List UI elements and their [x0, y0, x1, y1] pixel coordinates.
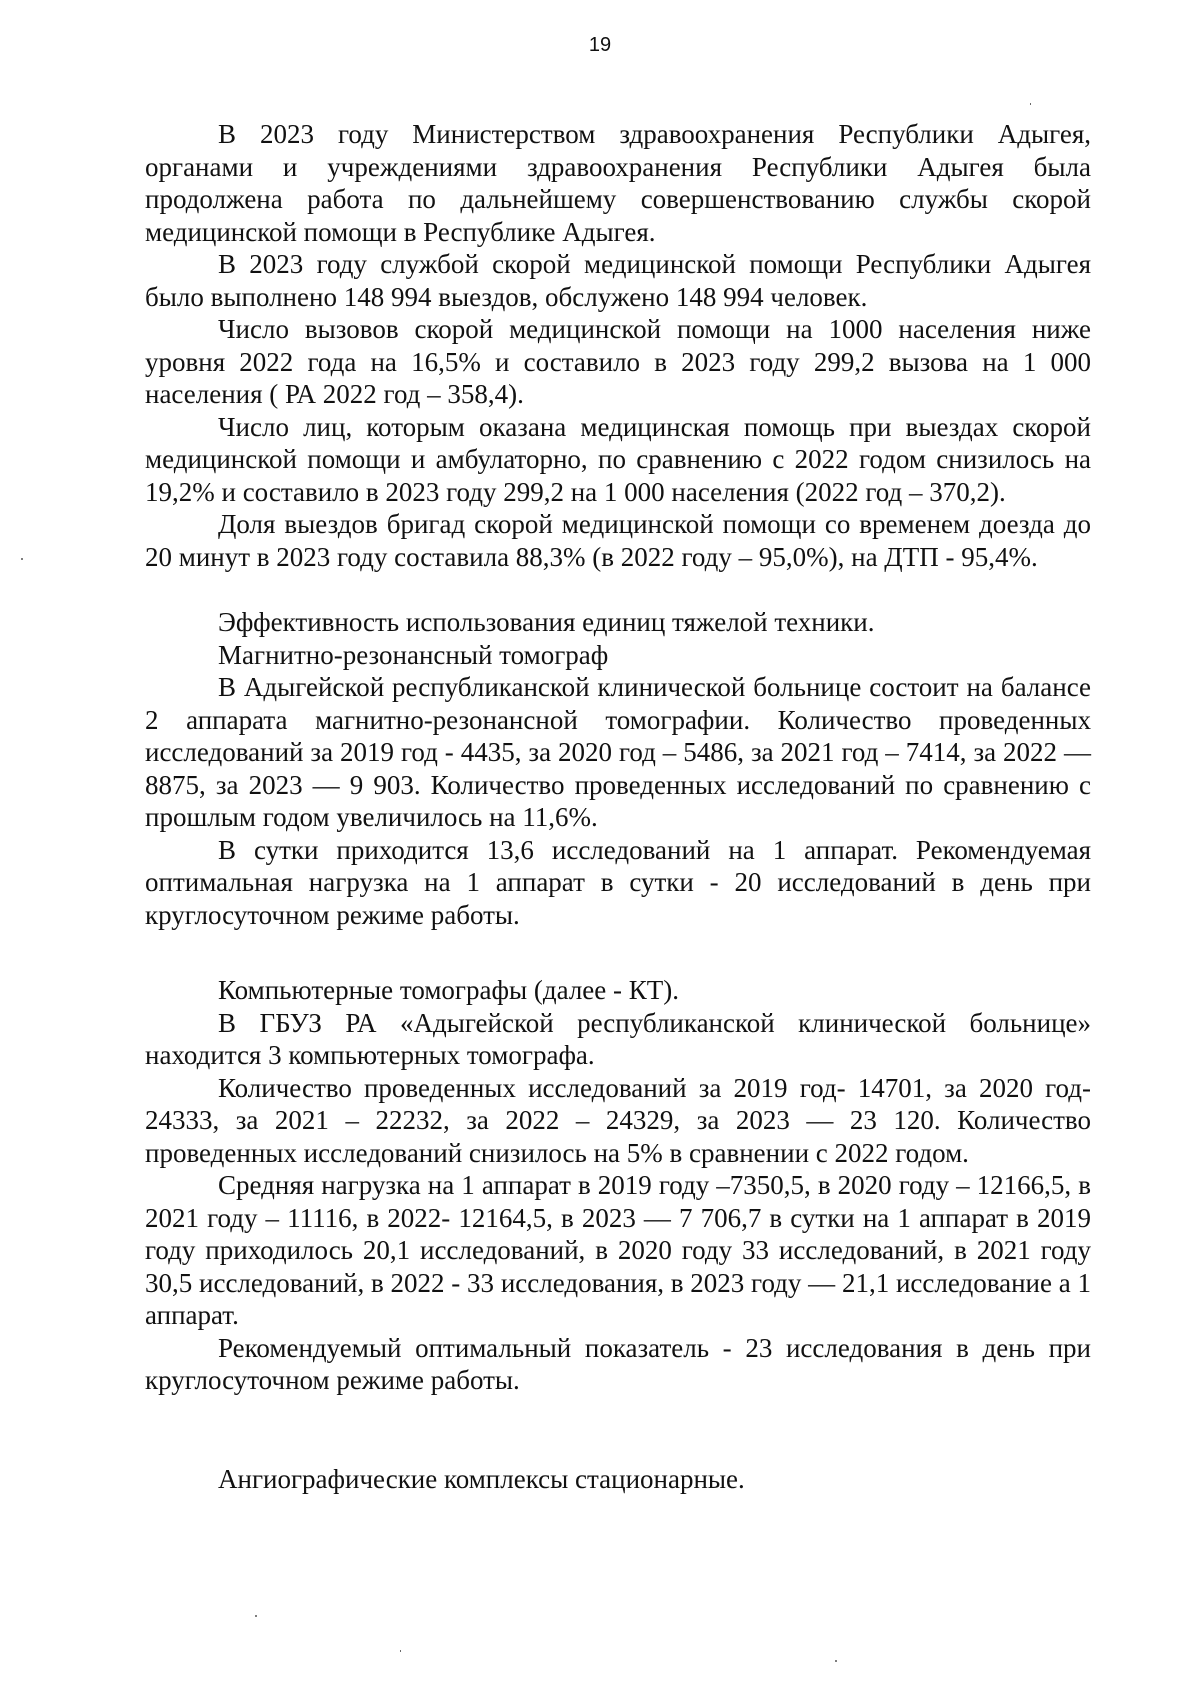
paragraph-ct-studies: Количество проведенных исследований за 2019 год- 14701, за 2020 год- 24333, за 2021 – 22232, за 2022 – 24329, за 2023 — 23 120. Количество проведенных исследований снизилось на 5% в сравнении с 2022 годом.	[145, 1072, 1091, 1168]
section-gap	[145, 931, 1091, 974]
document-body	[145, 118, 1091, 1495]
paragraph-ct-count: В ГБУЗ РА «Адыгейской республиканской клинической больнице» находится 3 компьютерных томографа.	[145, 1007, 1091, 1070]
heading-heavy-equipment: Эффективность использования единиц тяжелой техники.	[218, 607, 875, 637]
heading-mri: Магнитно-резонансный томограф	[218, 639, 609, 670]
paragraph-mri-load: В сутки приходится 13,6 исследований на 1 аппарат. Рекомендуемая оптимальная нагрузка на 1 аппарат в сутки - 20 исследований в день при круглосуточном режиме работы.	[145, 834, 1091, 930]
section-gap	[145, 1397, 1091, 1463]
paragraph-ct-recommended: Рекомендуемый оптимальный показатель - 23 исследования в день при круглосуточном режиме работы.	[145, 1332, 1091, 1395]
paragraph-ambulance-work: В 2023 году Министерством здравоохранения Республики Адыгея, органами и учреждениями здравоохранения Республики Адыгея была продолжена работа по дальнейшему совершенствованию службы скорой медицинской помощи в Республике Адыгея.	[145, 119, 1091, 247]
paragraph-ambulance-calls: Число вызовов скорой медицинской помощи на 1000 населения ниже уровня 2022 года на 16,5% и составило в 2023 году 299,2 вызова на 1 000 населения ( РА 2022 год – 358,4).	[145, 314, 1091, 409]
scan-speck	[1030, 103, 1031, 105]
heading-ct: Компьютерные томографы (далее - КТ).	[218, 975, 680, 1005]
paragraph-persons-served: Число лиц, которым оказана медицинская помощь при выездах скорой медицинской помощи и амбулаторно, по сравнению с 2022 годом снизилось на 19,2% и составило в 2023 году 299,2 на 1 000 населения (2022 год – 370,2).	[145, 411, 1091, 507]
scan-speck	[255, 1615, 257, 1617]
scan-speck	[835, 1660, 837, 1662]
page-number: 19	[588, 34, 612, 56]
scan-speck	[21, 558, 23, 560]
paragraph-mri-studies: В Адыгейской республиканской клинической больнице состоит на балансе 2 аппарата магнитно-резонансной томографии. Количество проведенных исследований за 2019 год - 4435, за 2020 год – 5486, за 2021 год – 7414, за 2022 — 8875, за 2023 — 9 903. Количество проведенных исследований по сравнению с прошлым годом увеличилось на 11,6%.	[145, 672, 1091, 832]
paragraph-ambulance-trips: В 2023 году службой скорой медицинской помощи Республики Адыгея было выполнено 148 994 выездов, обслужено 148 994 человек.	[145, 249, 1091, 312]
paragraph-ct-load: Средняя нагрузка на 1 аппарат в 2019 году –7350,5, в 2020 году – 12166,5, в 2021 году – 11116, в 2022- 12164,5, в 2023 — 7 706,7 в сутки на 1 аппарат в 2019 году приходилось 20,1 исследований, в 2020 году 33 исследований, в 2021 году 30,5 исследований, в 2022 - 33 исследования, в 2023 году — 21,1 исследование а 1 аппарат.	[145, 1170, 1091, 1330]
section-gap	[145, 573, 1091, 606]
scan-speck	[400, 1650, 401, 1652]
paragraph-arrival-time: Доля выездов бригад скорой медицинской помощи со временем доезда до 20 минут в 2023 году составила 88,3% (в 2022 году – 95,0%), на ДТП - 95,4%.	[145, 509, 1091, 572]
heading-angiography: Ангиографические комплексы стационарные.	[218, 1463, 745, 1494]
